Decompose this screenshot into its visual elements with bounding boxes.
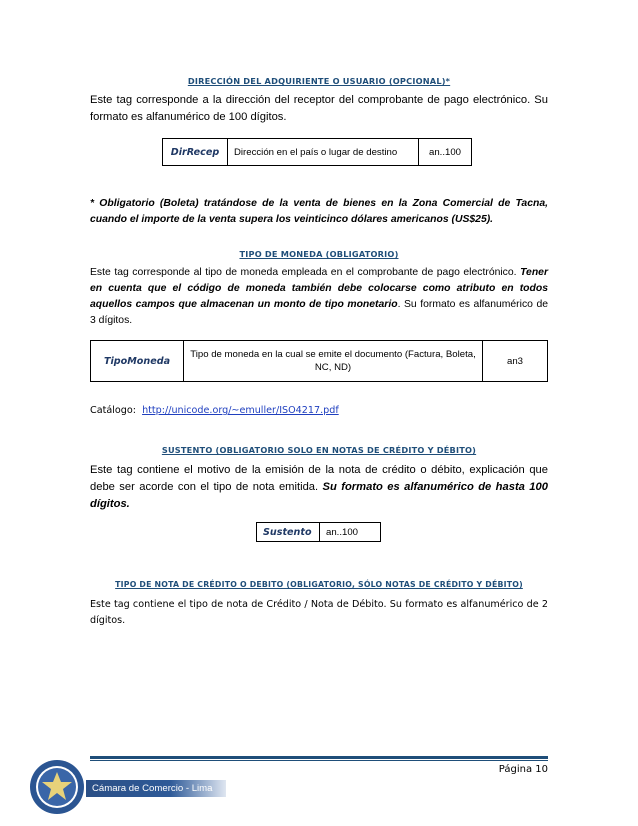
text-moneda-a: Este tag corresponde al tipo de moneda empleada en el comprobante de pago electrónico. bbox=[90, 267, 521, 278]
section-heading-sustento: SUSTENTO (OBLIGATORIO SOLO EN NOTAS DE CRÉDITO Y DÉBITO) bbox=[161, 445, 477, 455]
catalog-link[interactable]: http://unicode.org/~emuller/ISO4217.pdf bbox=[142, 405, 339, 416]
tag-format-cell: an..100 bbox=[419, 139, 472, 166]
text-sustento-emphasis: Su formato es alfanumérico de hasta 100 dígitos. bbox=[90, 481, 548, 510]
tag-desc-cell: Tipo de moneda en la cual se emite el documento (Factura, Boleta, NC, ND) bbox=[184, 341, 483, 382]
paragraph-moneda bbox=[90, 265, 548, 329]
table-row bbox=[257, 523, 381, 542]
tag-name-cell: TipoMoneda bbox=[91, 341, 184, 382]
paragraph-direccion: Este tag corresponde a la dirección del receptor del comprobante de pago electrónico. Su formato es alfanumérico de 100 dígitos. bbox=[90, 94, 548, 123]
table-row bbox=[163, 139, 472, 166]
brand-bar: Cámara de Comercio - Lima bbox=[86, 780, 226, 797]
text-sustento-a: Este tag contiene el motivo de la emisión de la nota de crédito o débito, explicación que debe ser acorde con el tipo de nota emitida. bbox=[90, 464, 548, 493]
catalog-line bbox=[90, 403, 548, 419]
section-heading-direccion: DIRECCIÓN DEL ADQUIRIENTE O USUARIO (OPCIONAL)* bbox=[187, 76, 451, 86]
tag-name-cell: DirRecep bbox=[163, 139, 228, 166]
footer-rule-thin bbox=[90, 760, 548, 761]
note-obligatorio: * Obligatorio (Boleta) tratándose de la venta de bienes en la Zona Comercial de Tacna, cuando el importe de la venta supera los veinticinco dólares americanos (US$25). bbox=[90, 198, 548, 225]
text-moneda-emphasis: Tener en cuenta que el código de moneda también debe colocarse como atributo en todos aquellos campos que almacenan un monto de tipo monetario bbox=[90, 267, 548, 310]
page-number: Página 10 bbox=[498, 764, 548, 775]
tag-table-dirrecep bbox=[162, 138, 472, 166]
tag-format-cell: an3 bbox=[483, 341, 548, 382]
paragraph-tiponota: Este tag contiene el tipo de nota de Crédito / Nota de Débito. Su formato es alfanumérico de 2 dígitos. bbox=[90, 599, 548, 626]
footer-rule bbox=[90, 756, 548, 759]
tag-table-tipomoneda bbox=[90, 340, 548, 382]
section-heading-tiponota: TIPO DE NOTA DE CRÉDITO O DEBITO (OBLIGATORIO, SÓLO NOTAS DE CRÉDITO Y DÉBITO) bbox=[115, 580, 523, 589]
tag-table-sustento bbox=[256, 522, 381, 542]
text-moneda-c: . Su formato es alfanumérico de 3 dígitos. bbox=[90, 299, 549, 326]
paragraph-sustento bbox=[90, 462, 548, 513]
catalog-label: Catálogo: bbox=[90, 405, 136, 416]
tag-name-cell: Sustento bbox=[257, 523, 320, 542]
table-row bbox=[91, 341, 548, 382]
section-heading-moneda: TIPO DE MONEDA (OBLIGATORIO) bbox=[239, 249, 399, 259]
tag-format-cell: an..100 bbox=[320, 523, 381, 542]
tag-desc-cell: Dirección en el país o lugar de destino bbox=[228, 139, 419, 166]
chamber-seal-icon bbox=[28, 758, 86, 816]
